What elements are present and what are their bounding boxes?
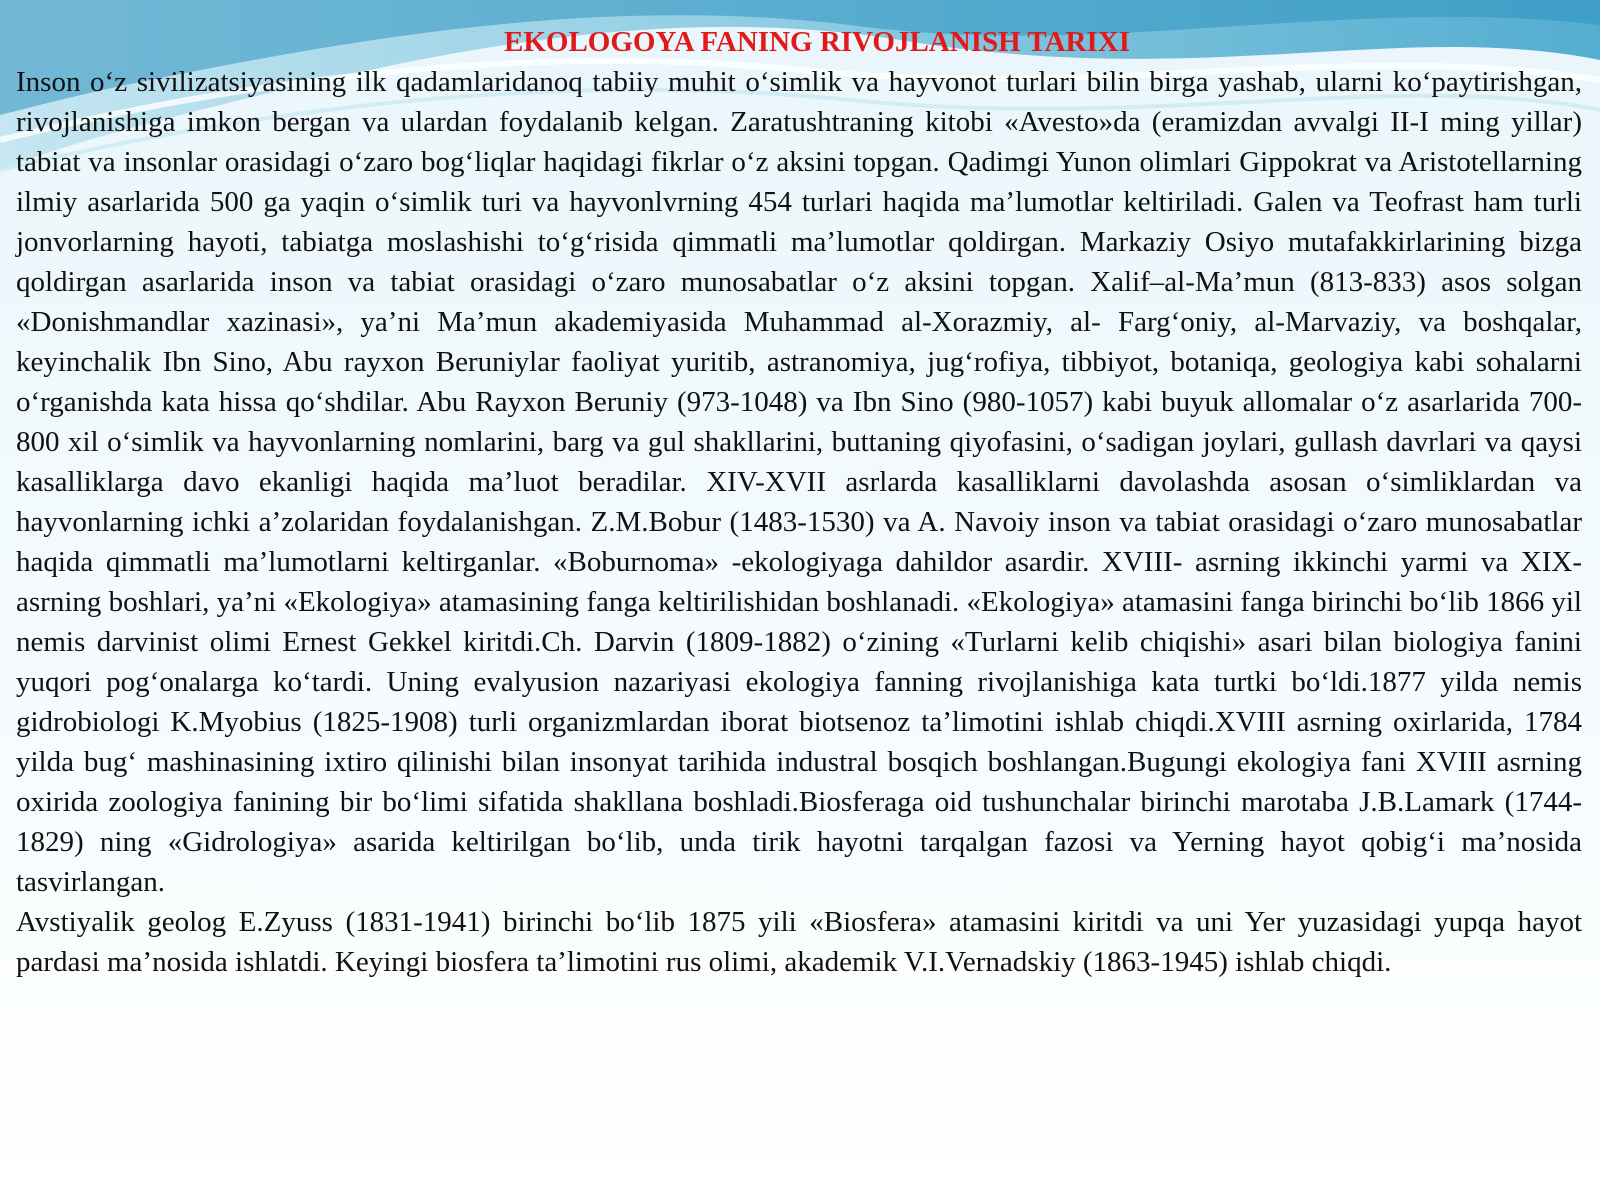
slide-content	[16, 22, 1582, 982]
paragraph-biosphere: Avstiyalik geolog E.Zyuss (1831-1941) birinchi bo‘lib 1875 yili «Biosfera» atamasini kiritdi va uni Yer yuzasidagi yupqa hayot pardasi ma’nosida ishlatdi. Keyingi biosfera ta’limotini rus olimi, akademik V.I.Vernadskiy (1863-1945) ishlab chiqdi.	[16, 906, 1582, 978]
slide-title: EKOLOGOYA FANING RIVOJLANISH TARIXI	[504, 26, 1130, 58]
paragraph-main: Inson o‘z sivilizatsiyasining ilk qadamlaridanoq tabiiy muhit o‘simlik va hayvonot turlari bilin birga yashab, ularni ko‘paytirishgan, rivojlanishiga imkon bergan va ulardan foydalanib kelgan. Zaratushtraning kitobi «Avesto»da (eramizdan avvalgi II-I ming yillar) tabiat va insonlar orasidagi o‘zaro bog‘liqlar haqidagi fikrlar o‘z aksini topgan. Qadimgi Yunon olimlari Gippokrat va Aristotellarning ilmiy asarlarida 500 ga yaqin o‘simlik turi va hayvonlvrning 454 turlari haqida ma’lumotlar keltiriladi. Galen va Teofrast ham turli jonvorlarning hayoti, tabiatga moslashishi to‘g‘risida qimmatli ma’lumotlar qoldirgan. Markaziy Osiyo mutafakkirlarining bizga qoldirgan asarlarida inson va tabiat orasidagi o‘zaro munosabatlar o‘z aksini topgan. Xalif–al-Ma’mun (813-833) asos solgan «Donishmandlar xazinasi», ya’ni Ma’mun akademiyasida Muhammad al-Xorazmiy, al- Farg‘oniy, al-Marvaziy, va boshqalar, keyinchalik Ibn Sino, Abu rayxon Beruniylar faoliyat yuritib, astranomiya, jug‘rofiya, tibbiyot, botaniqa, geologiya kabi sohalarni o‘rganishda kata hissa qo‘shdilar. Abu Rayxon Beruniy (973-1048) va Ibn Sino (980-1057) kabi buyuk allomalar o‘z asarlarida 700-800 xil o‘simlik va hayvonlarning nomlarini, barg va gul shakllarini, buttaning qiyofasini, o‘sadigan joylari, gullash davrlari va qaysi kasalliklarga davo ekanligi haqida ma’luot beradilar. XIV-XVII asrlarda kasalliklarni davolashda asosan o‘simliklardan va hayvonlarning ichki a’zolaridan foydalanishgan. Z.M.Bobur (1483-1530) va A. Navoiy inson va tabiat orasidagi o‘zaro munosabatlar haqida qimmatli ma’lumotlarni keltirganlar. «Boburnoma» -ekologiyaga dahildor asardir. XVIII- asrning ikkinchi yarmi va XIX-asrning boshlari, ya’ni «Ekologiya» atamasining fanga keltirilishidan boshlanadi. «Ekologiya» atamasini fanga birinchi bo‘lib 1866 yil nemis darvinist olimi Ernest Gekkel kiritdi.Ch. Darvin (1809-1882) o‘zining «Turlarni kelib chiqishi» asari bilan biologiya fanini yuqori pog‘onalarga ko‘tardi. Uning evalyusion nazariyasi ekologiya fanning rivojlanishiga kata turtki bo‘ldi.1877 yilda nemis gidrobiologi K.Myobius (1825-1908) turli organizmlardan iborat biotsenoz ta’limotini ishlab chiqdi.XVIII asrning oxirlarida, 1784 yilda bug‘ mashinasining ixtiro qilinishi bilan insonyat tarihida industral bosqich boshlangan.Bugungi ekologiya fani XVIII asrning oxirida zoologiya fanining bir bo‘limi sifatida shakllana boshladi.Biosferaga oid tushunchalar birinchi marotaba J.B.Lamark (1744-1829) ning «Gidrologiya» asarida keltirilgan bo‘lib, unda tirik hayotni tarqalgan fazosi va Yerning hayot qobig‘i ma’nosida tasvirlangan.	[16, 66, 1582, 898]
